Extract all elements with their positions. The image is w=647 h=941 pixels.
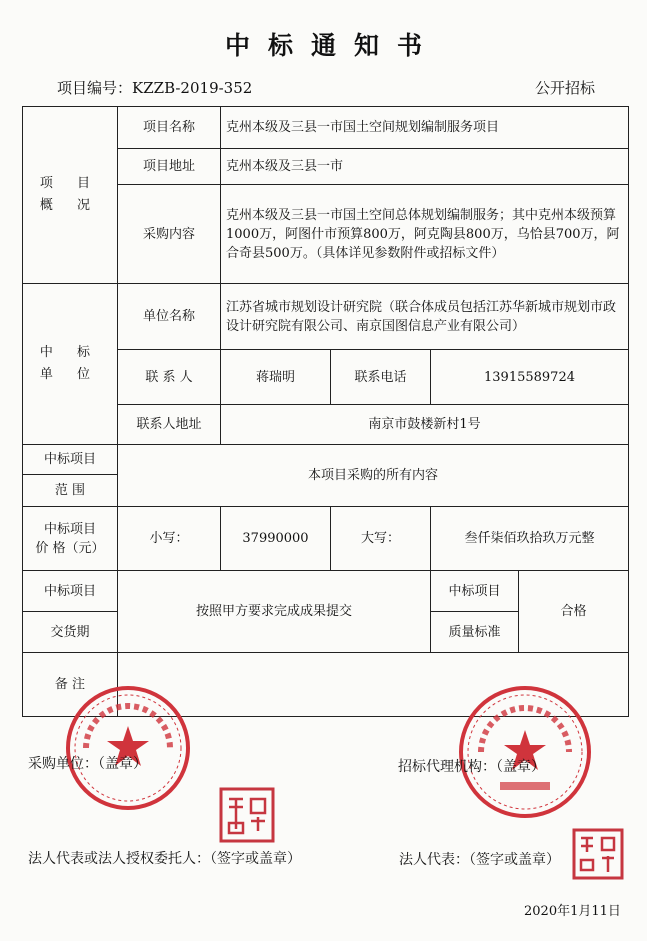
procurement-type: 公开招标 (534, 79, 595, 97)
remarks-label: 备 注 (23, 653, 118, 717)
contact-address-label: 联系人地址 (118, 405, 221, 445)
scope-label-line1: 中标项目 (23, 445, 118, 475)
quality-label-line2: 质量标准 (431, 612, 519, 653)
procurement-content-label: 采购内容 (118, 185, 221, 284)
delivery-value: 按照甲方要求完成成果提交 (118, 571, 431, 653)
agency-seal-icon (455, 682, 595, 822)
project-number (57, 77, 252, 98)
legal-rep-left-line: 法人代表或法人授权委托人：（签字或盖章） (28, 851, 301, 867)
winner-group-label: 中 标 单 位 (23, 284, 118, 445)
contact-person-value: 蒋瑞明 (221, 350, 331, 405)
personal-seal-right-icon (572, 828, 624, 880)
project-address-label: 项目地址 (118, 149, 221, 185)
overview-group-label: 项 目 概 况 (23, 107, 118, 284)
project-name-value: 克州本级及三县一市国土空间规划编制服务项目 (221, 107, 629, 149)
personal-seal-left-icon (219, 787, 275, 843)
price-lower-value: 37990000 (221, 507, 331, 571)
contact-address-value: 南京市鼓楼新村1号 (221, 405, 629, 445)
agency-signature-line: 招标代理机构：（盖章） (398, 759, 545, 775)
purchaser-seal-icon (62, 682, 194, 814)
unit-name-label: 单位名称 (118, 284, 221, 350)
delivery-label-line1: 中标项目 (23, 571, 118, 612)
unit-name-value: 江苏省城市规划设计研究院（联合体成员包括江苏华新城市规划市政设计研究院有限公司、南京国图信息产业有限公司） (221, 284, 629, 350)
procurement-content-value: 克州本级及三县一市国土空间总体规划编制服务；其中克州本级预算1000万，阿图什市预算800万，阿克陶县800万，乌恰县700万，阿合奇县500万。（具体详见参数附件或招标文件） (221, 185, 629, 284)
project-address-value: 克州本级及三县一市 (221, 149, 629, 185)
award-form-table (22, 106, 629, 717)
issue-date: 2020年1月11日 (524, 904, 621, 919)
contact-phone-value: 13915589724 (431, 350, 629, 405)
scope-label-line2: 范 围 (23, 475, 118, 507)
project-name-label: 项目名称 (118, 107, 221, 149)
document-title: 中标通知书 (224, 31, 440, 60)
purchaser-signature-line: 采购单位：（盖章） (28, 756, 147, 772)
price-lower-label: 小写： (118, 507, 221, 571)
project-number-value: KZZB-2019-352 (132, 79, 253, 97)
price-upper-value: 叁仟柒佰玖拾玖万元整 (431, 507, 629, 571)
delivery-label-line2: 交货期 (23, 612, 118, 653)
price-upper-label: 大写： (331, 507, 431, 571)
scope-value: 本项目采购的所有内容 (118, 445, 629, 507)
price-label: 中标项目 价 格（元） (23, 507, 118, 571)
project-number-label: 项目编号： (57, 79, 133, 97)
legal-rep-right-line: 法人代表：（签字或盖章） (399, 852, 560, 868)
quality-value: 合格 (519, 571, 629, 653)
contact-person-label: 联 系 人 (118, 350, 221, 405)
quality-label-line1: 中标项目 (431, 571, 519, 612)
contact-phone-label: 联系电话 (331, 350, 431, 405)
